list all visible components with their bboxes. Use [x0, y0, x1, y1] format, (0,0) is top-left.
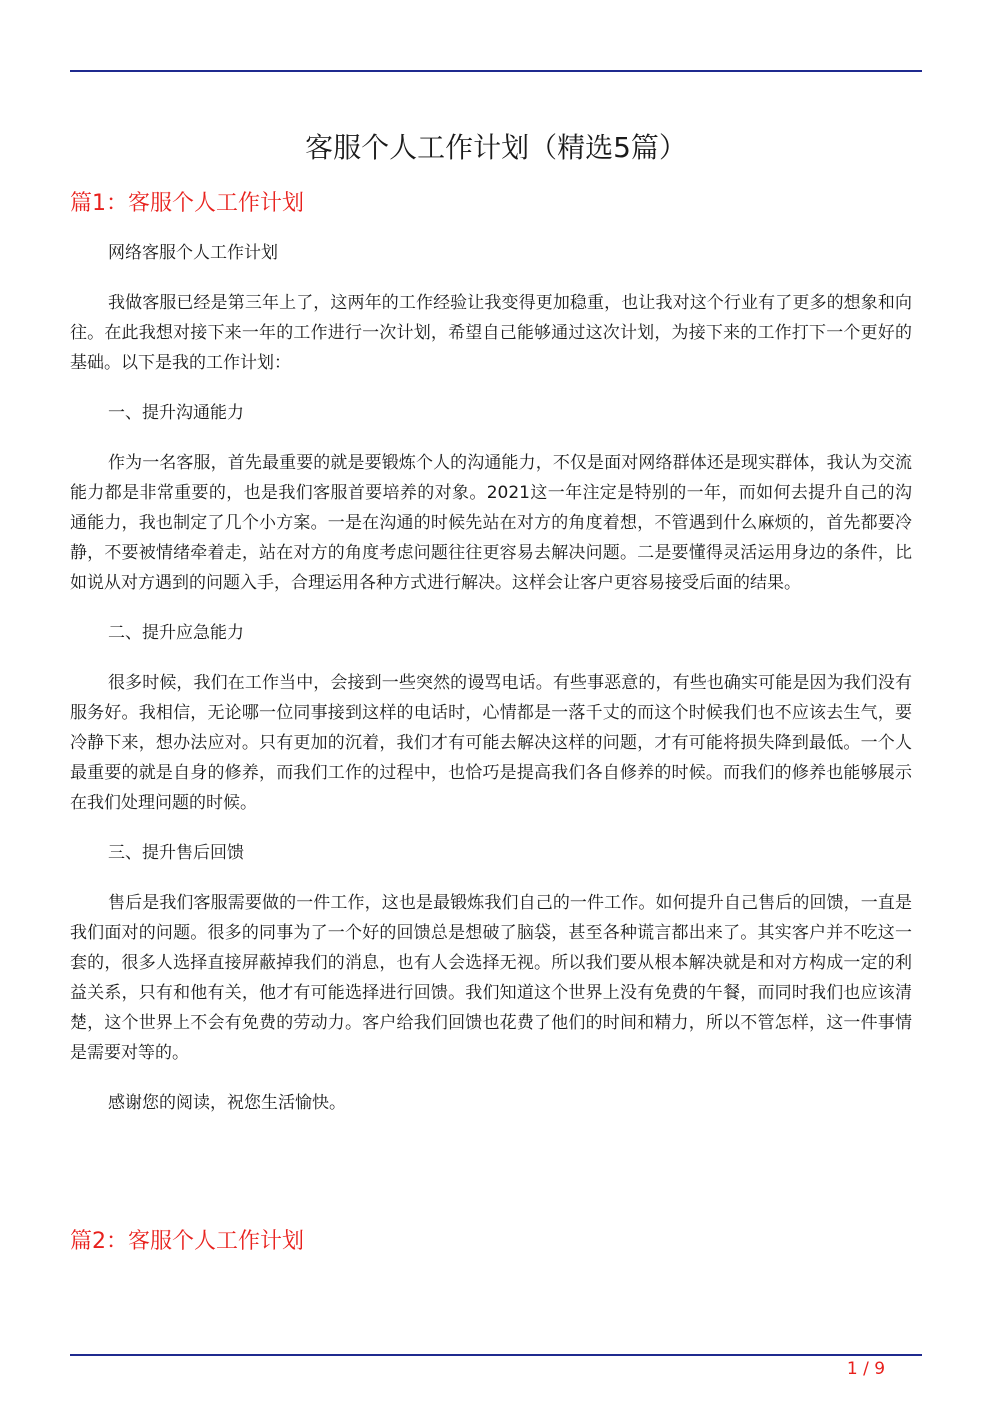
paragraph-intro: 我做客服已经是第三年上了，这两年的工作经验让我变得更加稳重，也让我对这个行业有了更多的想象和向往。在此我想对接下来一年的工作进行一次计划，希望自己能够通过这次计划，为接下来的工作打下一个更好的基础。以下是我的工作计划：	[70, 293, 912, 373]
section-1-body	[70, 238, 912, 1138]
paragraph-subheading-1: 一、提升沟通能力	[108, 403, 244, 423]
header-rule	[70, 70, 922, 72]
document-title: 客服个人工作计划（精选5篇）	[305, 131, 687, 164]
section-heading-2: 篇2：客服个人工作计划	[70, 1229, 304, 1254]
footer-rule	[70, 1354, 922, 1356]
page-number: 1 / 9	[846, 1359, 886, 1379]
paragraph-subheading-2: 二、提升应急能力	[108, 623, 244, 643]
paragraph-emergency: 很多时候，我们在工作当中，会接到一些突然的谩骂电话。有些事恶意的，有些也确实可能是因为我们没有服务好。我相信，无论哪一位同事接到这样的电话时，心情都是一落千丈的而这个时候我们也不应该去生气，要冷静下来，想办法应对。只有更加的沉着，我们才有可能去解决这样的问题，才有可能将损失降到最低。一个人最重要的就是自身的修养，而我们工作的过程中，也恰巧是提高我们各自修养的时候。而我们的修养也能够展示在我们处理问题的时候。	[70, 673, 912, 813]
paragraph-subtitle: 网络客服个人工作计划	[108, 243, 278, 263]
paragraph-after-sales: 售后是我们客服需要做的一件工作，这也是最锻炼我们自己的一件工作。如何提升自己售后的回馈，一直是我们面对的问题。很多的同事为了一个好的回馈总是想破了脑袋，甚至各种谎言都出来了。其实客户并不吃这一套的，很多人选择直接屏蔽掉我们的消息，也有人会选择无视。所以我们要从根本解决就是和对方构成一定的利益关系，只有和他有关，他才有可能选择进行回馈。我们知道这个世界上没有免费的午餐，而同时我们也应该清楚，这个世界上不会有免费的劳动力。客户给我们回馈也花费了他们的时间和精力，所以不管怎样，这一件事情是需要对等的。	[70, 893, 912, 1063]
paragraph-subheading-3: 三、提升售后回馈	[108, 843, 244, 863]
section-heading-1: 篇1：客服个人工作计划	[70, 191, 304, 216]
paragraph-closing: 感谢您的阅读，祝您生活愉快。	[108, 1093, 346, 1113]
paragraph-communication: 作为一名客服，首先最重要的就是要锻炼个人的沟通能力，不仅是面对网络群体还是现实群体，我认为交流能力都是非常重要的，也是我们客服首要培养的对象。2021这一年注定是特别的一年，而如何去提升自己的沟通能力，我也制定了几个小方案。一是在沟通的时候先站在对方的角度着想，不管遇到什么麻烦的，首先都要冷静，不要被情绪牵着走，站在对方的角度考虑问题往往更容易去解决问题。二是要懂得灵活运用身边的条件，比如说从对方遇到的问题入手，合理运用各种方式进行解决。这样会让客户更容易接受后面的结果。	[70, 453, 912, 593]
